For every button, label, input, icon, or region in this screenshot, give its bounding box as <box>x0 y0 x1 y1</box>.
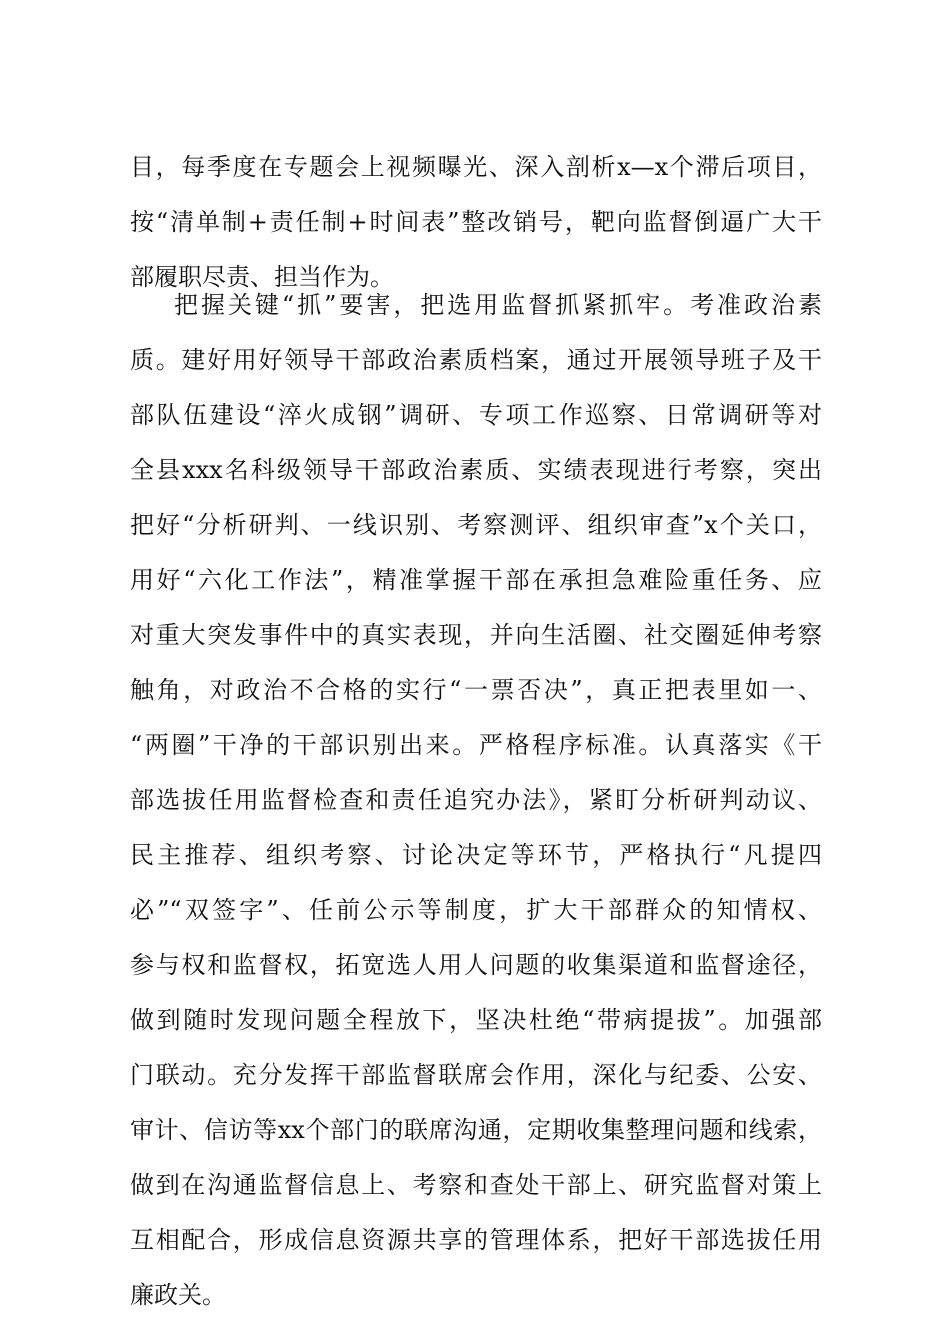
paragraph-2 <box>130 278 822 1323</box>
paragraph-line: 部选拔任用监督检查和责任追究办法》，紧盯分析研判动议、 <box>130 786 822 814</box>
paragraph-line: 用好“六化工作法”，精准掌握干部在承担急难险重任务、应 <box>130 566 822 594</box>
paragraph-line: 目，每季度在专题会上视频曝光、深入剖析x—x个滞后项目， <box>130 153 822 181</box>
paragraph-line: “两圈”干净的干部识别出来。严格程序标准。认真落实《干 <box>130 731 822 759</box>
paragraph-line: 做到随时发现问题全程放下，坚决杜绝“带病提拔”。加强部 <box>130 1006 822 1034</box>
paragraph-line: 民主推荐、组织考察、讨论决定等环节，严格执行“凡提四 <box>130 841 822 869</box>
paragraph-line: 触角，对政治不合格的实行“一票否决”，真正把表里如一、 <box>130 676 822 704</box>
paragraph-line: 对重大突发事件中的真实表现，并向生活圈、社交圈延伸考察 <box>130 621 822 649</box>
paragraph-line: 把好“分析研判、一线识别、考察测评、组织审查”x个关口， <box>130 511 822 539</box>
paragraph-line: 按“清单制+责任制+时间表”整改销号，靶向监督倒逼广大干 <box>130 208 822 236</box>
paragraph-line: 做到在沟通监督信息上、考察和查处干部上、研究监督对策上 <box>130 1171 822 1199</box>
paragraph-line: 全县xxx名科级领导干部政治素质、实绩表现进行考察，突出 <box>130 456 822 484</box>
paragraph-line: 审计、信访等xx个部门的联席沟通，定期收集整理问题和线索， <box>130 1116 822 1144</box>
paragraph-line: 廉政关。 <box>130 1281 226 1309</box>
paragraph-line: 部队伍建设“淬火成钢”调研、专项工作巡察、日常调研等对 <box>130 401 822 429</box>
paragraph-line: 必”“双签字”、任前公示等制度，扩大干部群众的知情权、 <box>130 896 822 924</box>
paragraph-line: 门联动。充分发挥干部监督联席会作用，深化与纪委、公安、 <box>130 1061 822 1089</box>
paragraph-line: 把握关键“抓”要害，把选用监督抓紧抓牢。考准政治素 <box>174 291 822 319</box>
paragraph-line: 质。建好用好领导干部政治素质档案，通过开展领导班子及干 <box>130 346 822 374</box>
paragraph-line: 部履职尽责、担当作为。 <box>130 263 394 291</box>
paragraph-line: 互相配合，形成信息资源共享的管理体系，把好干部选拔任用 <box>130 1226 822 1254</box>
paragraph-line: 参与权和监督权，拓宽选人用人问题的收集渠道和监督途径， <box>130 951 822 979</box>
